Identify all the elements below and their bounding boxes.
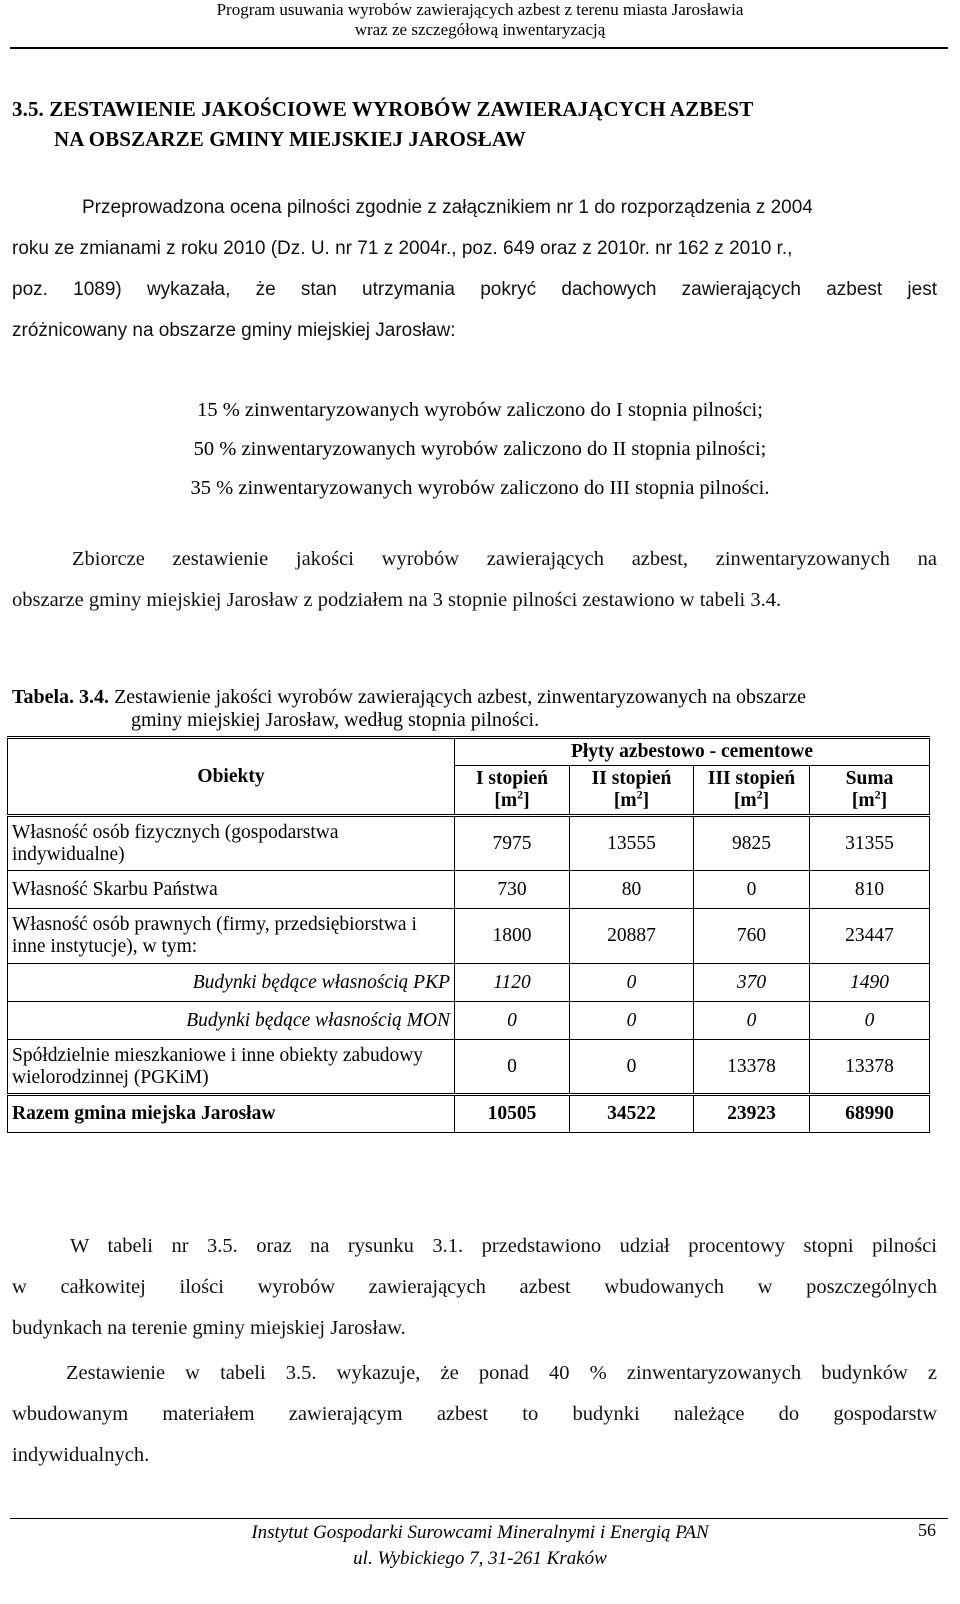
footer-line-2: ul. Wybickiego 7, 31-261 Kraków (353, 1548, 607, 1569)
row-name: Budynki będące własnością PKP (8, 964, 455, 1002)
p1-line-1: W tabeli nr 3.5. oraz na rysunku 3.1. przedstawiono udział procentowy stopni pilności (70, 1235, 937, 1257)
summary-line-2: obszarze gminy miejskiej Jarosław z podziałem na 3 stopnie pilności zestawiono w tabeli 3.4. (12, 589, 782, 611)
col-header-suma (810, 766, 930, 816)
cell-value: 13378 (810, 1040, 930, 1095)
cell-value: 370 (694, 964, 810, 1002)
unit-label (459, 787, 565, 812)
table-caption-line-1: Zestawienie jakości wyrobów zawierających azbest, zinwentaryzowanych na obszarze (114, 686, 806, 708)
cell-value: 1490 (810, 964, 930, 1002)
header-line-2: wraz ze szczegółową inwentaryzacją (354, 20, 606, 39)
running-header (0, 0, 960, 40)
total-value: 23923 (694, 1095, 810, 1133)
col-header-stopien-2-label: II stopień (591, 768, 672, 789)
unit-exp: 2 (517, 787, 524, 802)
footer (0, 1520, 960, 1572)
unit-label (814, 787, 925, 812)
table-header-row-1 (8, 738, 930, 766)
p2-line-3: indywidualnych. (12, 1444, 150, 1466)
total-value: 34522 (570, 1095, 694, 1133)
section-title (12, 94, 753, 154)
cell-value: 1120 (455, 964, 570, 1002)
intro-line-2: roku ze zmianami z roku 2010 (Dz. U. nr 71 z 2004r., poz. 649 oraz z 2010r. nr 162 z 2010 r., (12, 238, 793, 259)
intro-line-1: Przeprowadzona ocena pilności zgodnie z załącznikiem nr 1 do rozporządzenia z 2004 (82, 197, 813, 218)
unit-suffix: ] (642, 790, 650, 811)
table-caption-label: Tabela. 3.4. (12, 686, 110, 708)
row-name: Własność Skarbu Państwa (8, 871, 455, 909)
unit-label (698, 787, 805, 812)
pilnosc-item-1: 15 % zinwentaryzowanych wyrobów zaliczono do I stopnia pilności; (197, 399, 763, 421)
summary-paragraph (12, 539, 937, 621)
header-line-1: Program usuwania wyrobów zawierających azbest z terenu miasta Jarosławia (216, 0, 744, 19)
col-header-stopien-1 (455, 766, 570, 816)
total-value: 68990 (810, 1095, 930, 1133)
table-total-row (8, 1095, 930, 1133)
asbestos-quality-table (7, 736, 930, 1133)
total-value: 10505 (455, 1095, 570, 1133)
p1-line-2: w całkowitej ilości wyrobów zawierających azbest wbudowanych w poszczególnych (12, 1276, 937, 1298)
section-title-line-1: 3.5. ZESTAWIENIE JAKOŚCIOWE WYROBÓW ZAWIERAJĄCYCH AZBEST (12, 97, 754, 121)
row-name: Własność osób fizycznych (gospodarstwa indywidualne) (8, 816, 455, 871)
pilnosc-item-2: 50 % zinwentaryzowanych wyrobów zaliczono do II stopnia pilności; (193, 438, 767, 460)
unit-exp: 2 (756, 787, 763, 802)
cell-value: 23447 (810, 909, 930, 964)
table-row (8, 816, 930, 871)
footer-rule (10, 1518, 948, 1519)
col-header-stopien-2 (570, 766, 694, 816)
cell-value: 13378 (694, 1040, 810, 1095)
cell-value: 31355 (810, 816, 930, 871)
cell-value: 730 (455, 871, 570, 909)
pilnosc-item-3: 35 % zinwentaryzowanych wyrobów zaliczono do III stopnia pilności. (190, 477, 770, 499)
pilnosc-list (0, 391, 960, 508)
table-row (8, 964, 930, 1002)
col-header-stopien-3 (694, 766, 810, 816)
unit-prefix: [m (494, 790, 518, 811)
p1-line-3: budynkach na terenie gminy miejskiej Jarosław. (12, 1317, 406, 1339)
footer-line-1: Instytut Gospodarki Surowcami Mineralnymi i Energią PAN (251, 1522, 709, 1543)
unit-suffix: ] (880, 790, 888, 811)
intro-line-3: poz. 1089) wykazała, że stan utrzymania pokryć dachowych zawierających azbest jest (12, 279, 937, 300)
row-name: Własność osób prawnych (firmy, przedsiębiorstwa i inne instytucje), w tym: (8, 909, 455, 964)
section-title-line-2: NA OBSZARZE GMINY MIEJSKIEJ JAROSŁAW (54, 127, 526, 151)
table-row (8, 1040, 930, 1095)
cell-value: 0 (455, 1002, 570, 1040)
cell-value: 810 (810, 871, 930, 909)
unit-prefix: [m (733, 790, 757, 811)
table-row (8, 909, 930, 964)
table-caption (12, 686, 937, 732)
cell-value: 0 (694, 871, 810, 909)
table-row (8, 1002, 930, 1040)
p2-line-2: wbudowanym materiałem zawierającym azbest to budynki należące do gospodarstw (12, 1403, 937, 1425)
cell-value: 13555 (570, 816, 694, 871)
unit-suffix: ] (762, 790, 770, 811)
page-number: 56 (918, 1520, 936, 1540)
row-name: Spółdzielnie mieszkaniowe i inne obiekty zabudowy wielorodzinnej (PGKiM) (8, 1040, 455, 1095)
unit-exp: 2 (636, 787, 643, 802)
col-header-stopien-1-label: I stopień (475, 768, 549, 789)
table-caption-line-2: gminy miejskiej Jarosław, według stopnia pilności. (131, 709, 540, 731)
intro-paragraph (12, 187, 937, 351)
unit-exp: 2 (874, 787, 881, 802)
unit-suffix: ] (523, 790, 530, 811)
after-table-paragraph-2 (12, 1353, 937, 1476)
col-header-group: Płyty azbestowo - cementowe (455, 738, 930, 766)
col-header-stopien-3-label: III stopień (707, 768, 796, 789)
cell-value: 0 (694, 1002, 810, 1040)
cell-value: 7975 (455, 816, 570, 871)
table-row (8, 871, 930, 909)
cell-value: 1800 (455, 909, 570, 964)
summary-line-1: Zbiorcze zestawienie jakości wyrobów zawierających azbest, zinwentaryzowanych na (72, 548, 937, 570)
cell-value: 0 (570, 1040, 694, 1095)
unit-prefix: [m (851, 790, 875, 811)
row-name: Budynki będące własnością MON (8, 1002, 455, 1040)
col-header-obiekty: Obiekty (8, 738, 455, 816)
total-row-name: Razem gmina miejska Jarosław (8, 1095, 455, 1133)
cell-value: 0 (810, 1002, 930, 1040)
p2-line-1: Zestawienie w tabeli 3.5. wykazuje, że ponad 40 % zinwentaryzowanych budynków z (66, 1362, 937, 1384)
cell-value: 0 (455, 1040, 570, 1095)
cell-value: 20887 (570, 909, 694, 964)
cell-value: 0 (570, 964, 694, 1002)
cell-value: 0 (570, 1002, 694, 1040)
cell-value: 760 (694, 909, 810, 964)
cell-value: 80 (570, 871, 694, 909)
unit-prefix: [m (613, 790, 637, 811)
unit-label (574, 787, 689, 812)
header-rule (10, 47, 948, 49)
cell-value: 9825 (694, 816, 810, 871)
intro-line-4: zróżnicowany na obszarze gminy miejskiej Jarosław: (12, 320, 456, 341)
col-header-suma-label: Suma (845, 768, 894, 789)
after-table-paragraph-1 (12, 1226, 937, 1349)
